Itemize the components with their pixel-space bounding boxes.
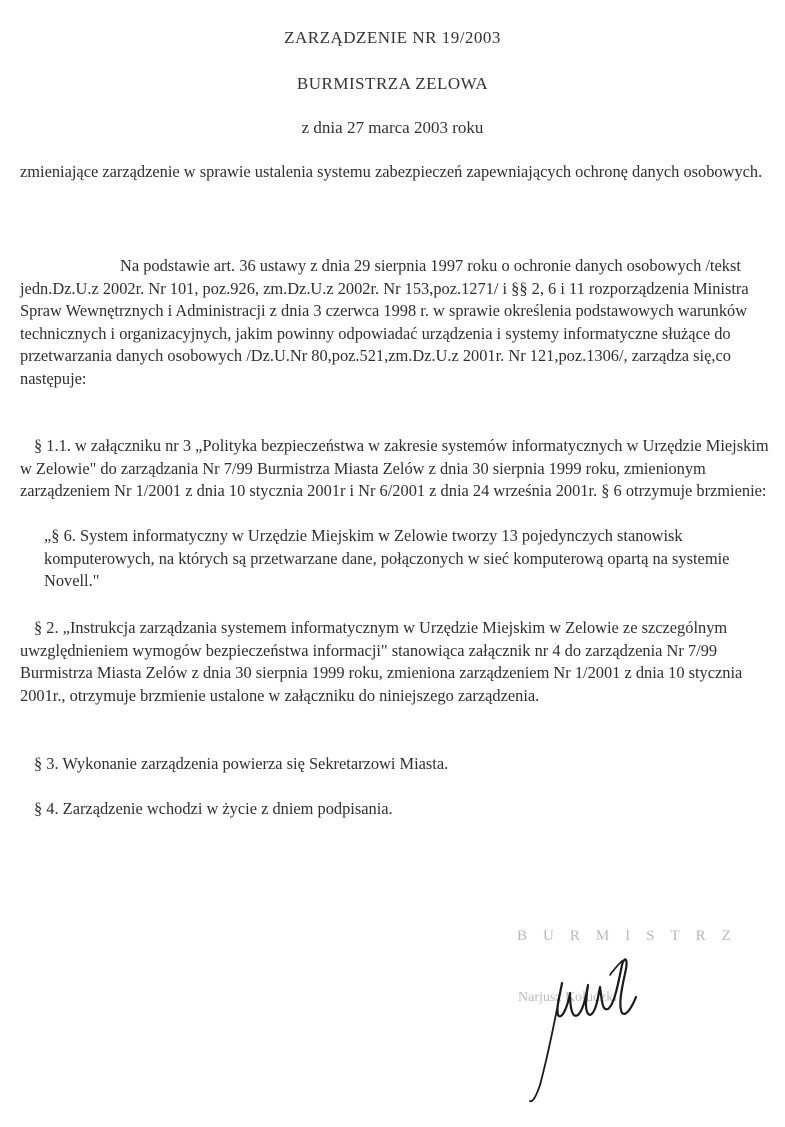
section-3-paragraph: § 3. Wykonanie zarządzenia powierza się Sekretarzowi Miasta.: [34, 754, 449, 773]
section-2-paragraph: § 2. „Instrukcja zarządzania systemem informatycznym w Urzędzie Miejskim w Zelowie ze szczególnym uwzględnieniem wymogów bezpieczeństwa informacji" stanowiąca załącznik nr 4 do zarządzenia Nr 7/99 Burmistrza Miasta Zelów z dnia 30 sierpnia 1999 roku, zmieniona zarządzeniem Nr 1/2001 z dnia 10 stycznia 2001r., otrzymuje brzmienie ustalone w załączniku do niniejszego zarządzenia.: [20, 618, 743, 705]
section-1-quote: „§ 6. System informatyczny w Urzędzie Miejskim w Zelowie tworzy 13 pojedynczych stanowisk komputerowych, na których są przetwarzane dane, połączonych w sieć komputerową opartą na systemie Novell.": [44, 526, 730, 590]
stamp-name: Narjusz Kołudzki: [518, 990, 618, 1005]
handwritten-signature: [510, 935, 670, 1105]
document-title: ZARZĄDZENIE NR 19/2003: [284, 28, 501, 47]
section-4-paragraph: § 4. Zarządzenie wchodzi w życie z dniem podpisania.: [34, 799, 393, 818]
intro-paragraph: zmieniające zarządzenie w sprawie ustalenia systemu zabezpieczeń zapewniających ochronę danych osobowych.: [20, 162, 763, 181]
document-subtitle: BURMISTRZA ZELOWA: [296, 74, 489, 93]
section-1-paragraph: § 1.1. w załączniku nr 3 „Polityka bezpieczeństwa w zakresie systemów informatycznych w Urzędzie Miejskim w Zelowie" do zarządzania Nr 7/99 Burmistrza Miasta Zelów z dnia 30 sierpnia 1999 roku, zmienionym zarządzeniem Nr 1/2001 z dnia 10 stycznia 2001r i Nr 6/2001 z dnia 24 września 2001r. § 6 otrzymuje brzmienie:: [20, 436, 769, 500]
document-date: z dnia 27 marca 2003 roku: [301, 118, 484, 137]
legal-basis-paragraph: Na podstawie art. 36 ustawy z dnia 29 sierpnia 1997 roku o ochronie danych osobowych /tekst jedn.Dz.U.z 2002r. Nr 101, poz.926, zm.Dz.U.z 2002r. Nr 153,poz.1271/ i §§ 2, 6 i 11 rozporządzenia Ministra Spraw Wewnętrznych i Administracji z dnia 3 czerwca 1998 r. w sprawie określenia podstawowych warunków technicznych i organizacyjnych, jakim powinny odpowiadać urządzenia i systemy informatyczne służące do przetwarzania danych osobowych /Dz.U.Nr 80,poz.521,zm.Dz.U.z 2001r. Nr 121,poz.1306/, zarządza się,co następuje:: [20, 256, 749, 388]
stamp-title: BURMISTRZ: [517, 928, 747, 944]
